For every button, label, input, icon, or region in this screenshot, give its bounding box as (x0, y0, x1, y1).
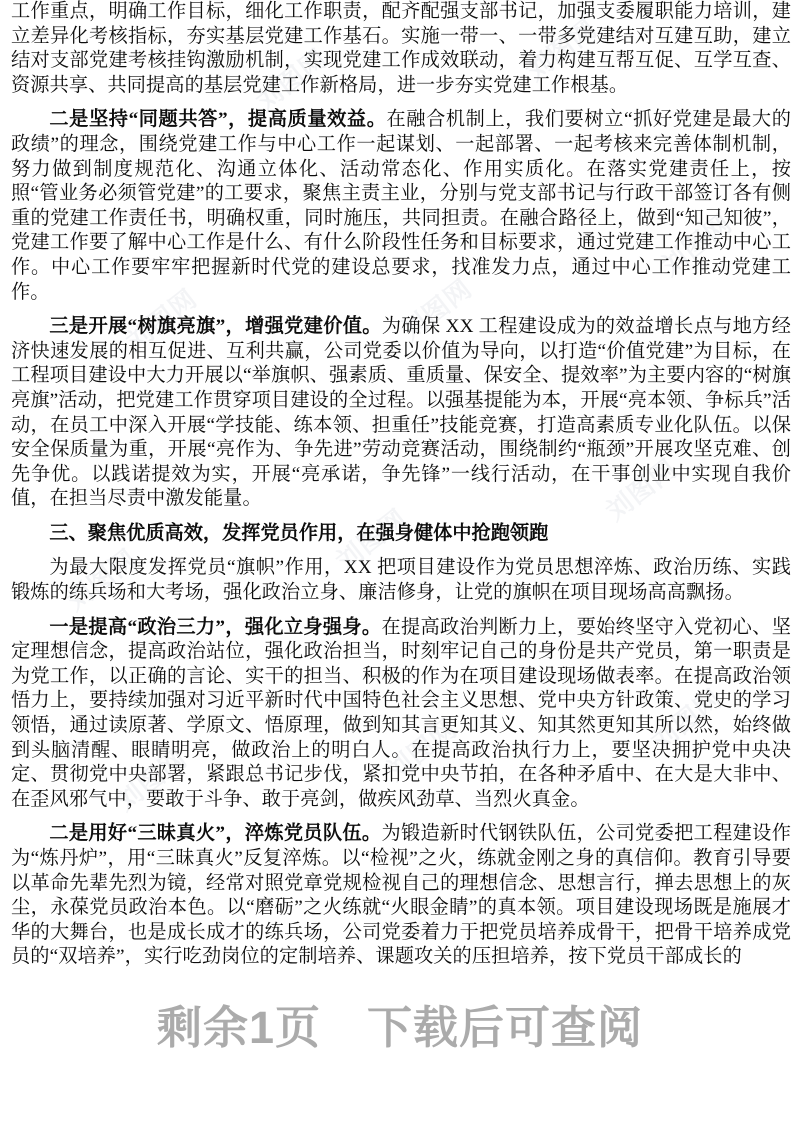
watermark-text: 刘图网 (395, 272, 478, 347)
watermark-text: 刘图网 (110, 742, 193, 817)
remaining-pages-notice (0, 1002, 800, 1053)
watermark-text: 刘图网 (330, 502, 413, 577)
paragraph-point-three (11, 315, 791, 512)
watermark-text: 刘图网 (60, 542, 143, 617)
watermark-text: 刘图网 (520, 12, 603, 87)
paragraph-text: 在提高政治判断力上，要始终坚守入党初心、坚定理想信念，提高政治站位，强化政治担当，时刻牢记自己的身份是共产党员，第一职责是为党工作，以正确的言论、实干的担当、积极的作为在项目建设现场做表率。在提高政治领悟力上，要持续加强对习近平新时代中国特色社会主义思想、党中央方针政策、党史的学习领悟，通过读原著、学原文、悟原理，做到知其言更知其义、知其然更知其所以然，始终做到头脑清醒、眼睛明亮，做政治上的明白人。在提高政治执行力上，要坚决拥护党中央决定、贯彻党中央部署，紧跟总书记步伐，紧扣党中央节拍，在各种矛盾中、在大是大非中、在歪风邪气中，要敢于斗争、敢于亮剑，做疾风劲草、当烈火真金。 (11, 616, 791, 810)
paragraph-point-two (11, 108, 791, 305)
paragraph-continued (11, 0, 791, 98)
paragraph-text: 在融合机制上，我们要树立“抓好党建是最大的政绩”的理念，围绕党建工作与中心工作一起谋划、一起部署、一起考核来完善体制机制，努力做到制度规范化、沟通立体化、活动常态化、作用实质化。在落实党建责任上，按照“管业务必须管党建”的工要求，聚焦主责主业，分别与党支部书记与行政干部签订各有侧重的党建工作责任书，明确权重，同时施压，共同担责。在融合路径上，做到“知己知彼”，党建工作要了解中心工作是什么、有什么阶段性任务和目标要求，通过党建工作推动中心工作。中心工作要牢牢把握新时代党的建设总要求，找准发力点，通过中心工作推动党建工作。 (11, 109, 791, 303)
paragraph-lead: 一是提高“政治三力”，强化立身强身。 (49, 616, 382, 638)
paragraph-text: 工作重点，明确工作目标，细化工作职责，配齐配强支部书记，加强支委履职能力培训，建立差异化考核指标，夯实基层党建工作基石。实施一带一、一带多党建结对互建互助，建立结对支部党建考核挂钩激励机制，实现党建工作成效联动，着力构建互帮互促、互学互查、资源共享、共同提高的基层党建工作新格局，进一步夯实党建工作根基。 (11, 1, 791, 96)
remaining-pages-label: 剩余1页 下载后可查阅 (156, 1002, 644, 1053)
paragraph-sub-one (11, 616, 791, 813)
watermark-text: 刘图网 (600, 452, 683, 527)
paragraph-text: 为最大限度发挥党员“旗帜”作用，XX 把项目建设作为党员思想淬炼、政治历练、实践锻炼的练兵场和大考场，强化政治立身、廉洁修身，让党的旗帜在项目现场高高飘扬。 (11, 557, 791, 604)
watermark-text: 刘图网 (120, 282, 203, 357)
paragraph-text: 为确保 XX 工程建设成为的效益增长点与地方经济快速发展的相互促进、互利共赢，公司党委以价值为导向，以打造“价值党建”为目标，在工程项目建设中大力开展以“举旗帜、强素质、重质量、保安全、提效率”为主要内容的“树旗亮旗”活动，把党建工作贯穿项目建设的全过程。以强基提能为本，开展“亮本领、争标兵”活动，在员工中深入开展“学技能、练本领、担重任”技能竞赛，打造高素质专业化队伍。以保安全保质量为重，开展“亮作为、争先进”劳动竞赛活动，围绕制约“瓶颈”开展攻坚克难、创先争优。以践诺提效为实，开展“亮承诺，争先锋”一线行活动，在干事创业中实现自我价值，在担当尽责中激发能量。 (11, 316, 791, 510)
paragraph-lead: 三是开展“树旗亮旗”，增强党建价值。 (49, 316, 382, 338)
paragraph-section-intro (11, 556, 791, 605)
paragraph-lead: 二是坚持“同题共答”，提高质量效益。 (49, 109, 387, 131)
watermark-text: 刘图网 (380, 712, 463, 787)
section-heading-three: 三、聚焦优质高效，发挥党员作用，在强身健体中抢跑领跑 (49, 522, 549, 544)
paragraph-text: 为锻造新时代钢铁队伍，公司党委把工程建设作为“炼丹炉”，用“三昧真火”反复淬炼。以“检视”之火，练就金刚之身的真信仰。教育引导要以革命先辈先烈为镜，经常对照党章党规检视自己的理想信念、思想言行，掸去思想上的灰尘，永葆党员政治本色。以“磨砺”之火练就“火眼金睛”的真本领。项目建设现场既是施展才华的大舞台，也是成长成才的练兵场，公司党委着力于把党员培养成骨干，把骨干培养成党员的“双培养”，实行吃劲岗位的定制培养、课题攻关的压担培养，按下党员干部成长的 (11, 823, 791, 968)
watermark-text: 刘图网 (645, 682, 728, 757)
watermark-text: 刘图网 (655, 207, 738, 282)
paragraph-sub-two (11, 822, 791, 970)
watermark-text: 刘图网 (250, 42, 333, 117)
paragraph-lead: 二是用好“三昧真火”，淬炼党员队伍。 (49, 823, 382, 845)
